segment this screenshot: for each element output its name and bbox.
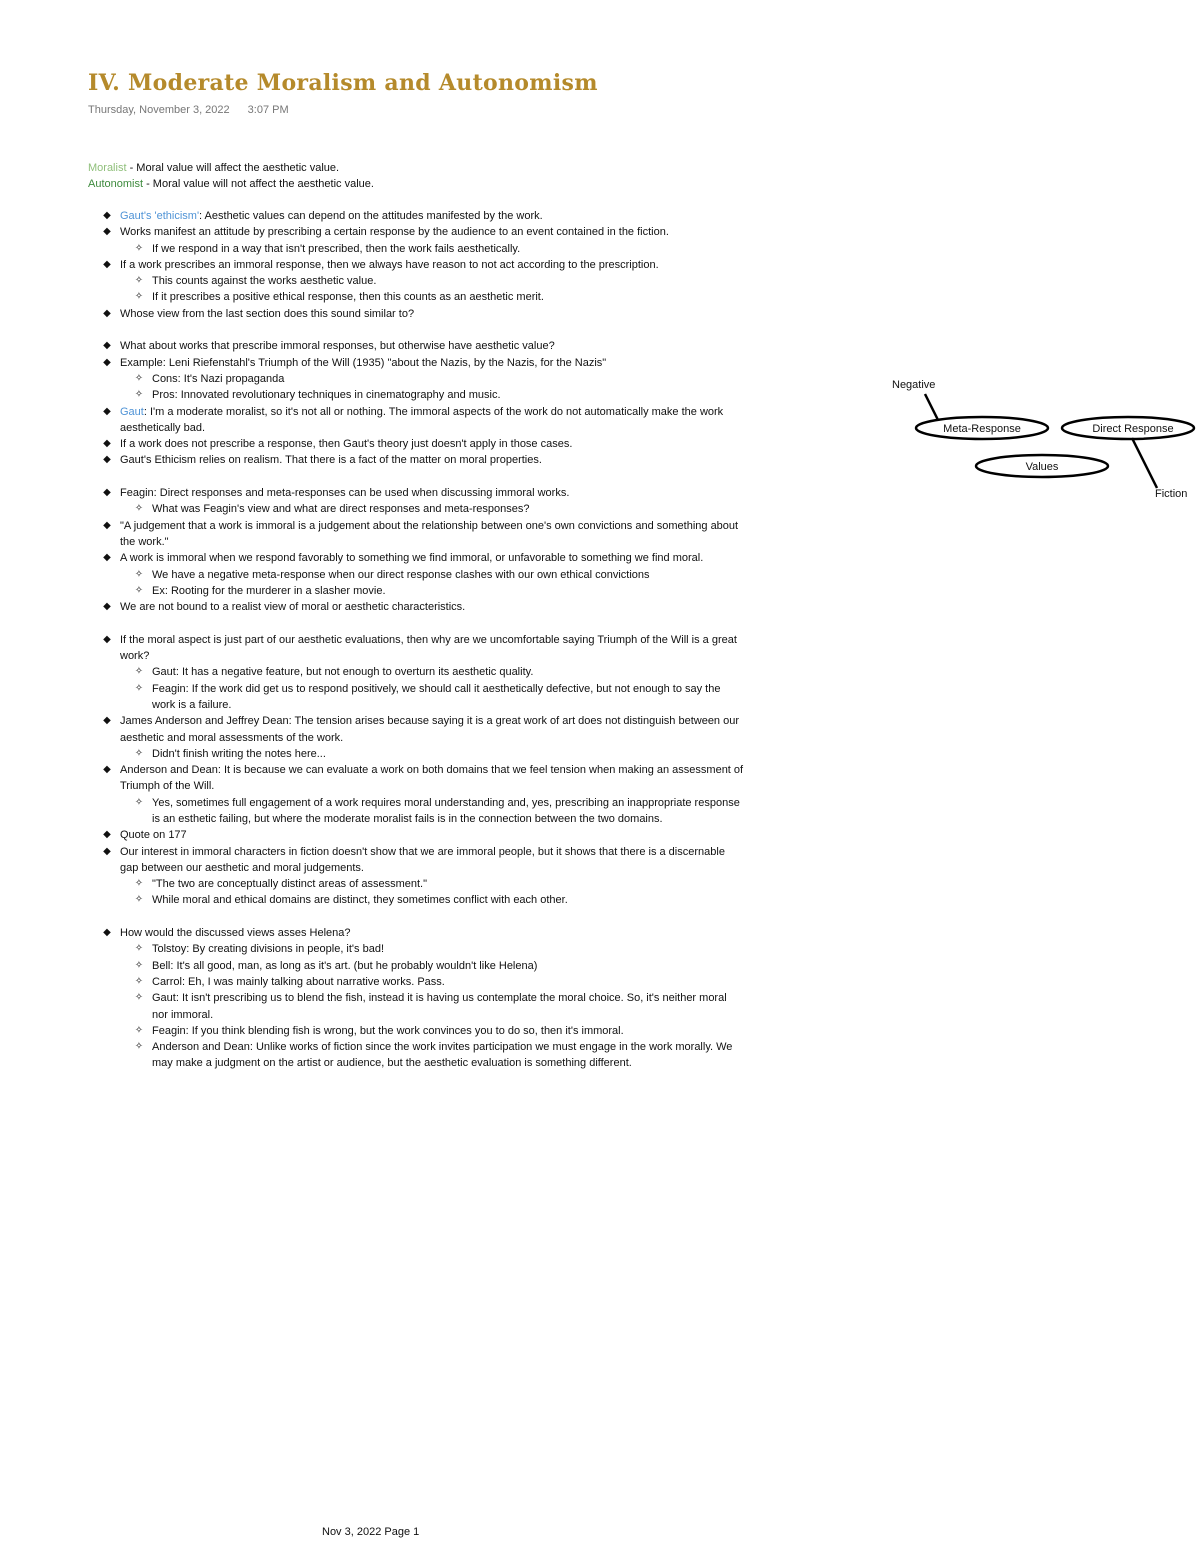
bullet-item	[100, 762, 745, 795]
diamond-bullet-icon: ◆	[103, 340, 111, 352]
note-text: Anderson and Dean: It is because we can evaluate a work on both domains that we feel tension when making an assessment of Triumph of the Will.	[120, 764, 744, 793]
spacer	[100, 322, 745, 338]
definition-autonomist	[88, 176, 374, 192]
highlighted-term: Gaut's 'ethicism'	[120, 210, 200, 222]
values-label: Values	[1025, 461, 1059, 473]
meta-response-label: Meta-Response	[943, 423, 1021, 435]
note-text: A work is immoral when we respond favorably to something we find immoral, or unfavorable to something we find moral.	[120, 552, 704, 565]
sub-bullet-item	[132, 1023, 745, 1039]
sub-bullet-item	[132, 501, 745, 517]
four-point-star-outline-icon: ✧	[134, 568, 144, 580]
bullet-item	[100, 632, 745, 665]
sub-bullet-item	[132, 681, 745, 714]
four-point-star-outline-icon: ✧	[134, 878, 144, 890]
definitions	[88, 160, 374, 192]
sub-bullet-item	[132, 958, 745, 974]
notes-list	[100, 208, 745, 1072]
sub-bullet-item	[132, 583, 745, 599]
diamond-bullet-icon: ◆	[103, 829, 111, 841]
definition-text: - Moral value will affect the aesthetic value.	[126, 162, 340, 174]
negative-connector	[925, 394, 938, 420]
diamond-bullet-icon: ◆	[103, 454, 111, 466]
fiction-label: Fiction	[1155, 488, 1188, 500]
note-text: If it prescribes a positive ethical response, then this counts as an aesthetic merit.	[152, 291, 544, 304]
four-point-star-outline-icon: ✧	[134, 372, 144, 384]
four-point-star-outline-icon: ✧	[134, 959, 144, 971]
page-title: IV. Moderate Moralism and Autonomism	[88, 70, 598, 96]
four-point-star-outline-icon: ✧	[134, 747, 144, 759]
bullet-item	[100, 208, 745, 224]
note-text: Ex: Rooting for the murderer in a slasher movie.	[152, 584, 386, 597]
note-text: Cons: It's Nazi propaganda	[152, 372, 285, 385]
diamond-bullet-icon: ◆	[103, 845, 111, 857]
four-point-star-outline-icon: ✧	[134, 666, 144, 678]
page-date	[88, 104, 289, 116]
note-text: Feagin: Direct responses and meta-responses can be used when discussing immoral works.	[120, 487, 570, 500]
sub-bullet-item	[132, 876, 745, 892]
diamond-bullet-icon: ◆	[103, 715, 111, 727]
sub-bullet-item	[132, 273, 745, 289]
sub-bullet-item	[132, 746, 745, 762]
note-text: If the moral aspect is just part of our aesthetic evaluations, then why are we uncomfortable saying Triumph of the Will is a great work?	[120, 633, 737, 663]
four-point-star-outline-icon: ✧	[134, 1041, 144, 1053]
four-point-star-outline-icon: ✧	[134, 389, 144, 401]
four-point-star-outline-icon: ✧	[134, 894, 144, 906]
note-text: If we respond in a way that isn't prescribed, then the work fails aesthetically.	[152, 242, 521, 255]
term-autonomist: Autonomist	[88, 178, 144, 190]
note-text: Yes, sometimes full engagement of a work requires moral understanding and, yes, prescribing an inappropriate response is an esthetic failing, but where the moderate moralist fails is in the connection between the two domains.	[152, 796, 740, 825]
highlighted-term: Gaut	[120, 405, 144, 418]
time-text: 3:07 PM	[247, 104, 289, 116]
four-point-star-outline-icon: ✧	[134, 975, 144, 987]
diamond-bullet-icon: ◆	[103, 927, 111, 939]
note-text: If a work does not prescribe a response, then Gaut's theory just doesn't apply in those cases.	[120, 438, 573, 451]
bullet-item	[100, 925, 745, 941]
note-text: James Anderson and Jeffrey Dean: The tension arises because saying it is a great work of art does not distinguish between our aesthetic and moral assessments of the work.	[120, 715, 740, 744]
note-text: Gaut: It isn't prescribing us to blend the fish, instead it is having us contemplate the moral choice. So, it's neither moral nor immoral.	[152, 992, 727, 1021]
diamond-bullet-icon: ◆	[103, 519, 111, 531]
note-text: Tolstoy: By creating divisions in people, it's bad!	[152, 943, 384, 956]
four-point-star-outline-icon: ✧	[134, 275, 144, 287]
diamond-bullet-icon: ◆	[103, 601, 111, 613]
four-point-star-outline-icon: ✧	[134, 796, 144, 808]
note-text: "A judgement that a work is immoral is a judgement about the relationship between one's own convictions and something about the work."	[120, 519, 739, 548]
bullet-item	[100, 713, 745, 746]
note-text: If a work prescribes an immoral response, then we always have reason to not act according to the prescription.	[120, 258, 659, 271]
sub-bullet-item	[132, 241, 745, 257]
diamond-bullet-icon: ◆	[103, 210, 111, 221]
diamond-bullet-icon: ◆	[103, 226, 111, 238]
sub-bullet-item	[132, 664, 745, 680]
bullet-item	[100, 257, 745, 273]
diamond-bullet-icon: ◆	[103, 405, 111, 417]
note-text: How would the discussed views asses Helena?	[120, 927, 351, 940]
direct-response-label: Direct Response	[1092, 423, 1174, 435]
note-text: Bell: It's all good, man, as long as it's art. (but he probably wouldn't like Helena)	[152, 959, 538, 972]
note-text: : Aesthetic values can depend on the attitudes manifested by the work.	[199, 210, 543, 222]
note-text: What about works that prescribe immoral responses, but otherwise have aesthetic value?	[120, 340, 555, 353]
note-text: We have a negative meta-response when our direct response clashes with our own ethical convictions	[152, 568, 650, 581]
spacer	[100, 469, 745, 485]
note-text: "The two are conceptually distinct areas of assessment."	[152, 878, 427, 891]
bullet-item	[100, 404, 745, 437]
sub-bullet-item	[132, 289, 745, 305]
note-text: : I'm a moderate moralist, so it's not all or nothing. The immoral aspects of the work do not automatically make the work aesthetically bad.	[120, 405, 724, 434]
sub-bullet-item	[132, 974, 745, 990]
note-text: Didn't finish writing the notes here...	[152, 747, 326, 760]
diamond-bullet-icon: ◆	[103, 487, 111, 499]
note-text: Gaut's Ethicism relies on realism. That there is a fact of the matter on moral properties.	[120, 454, 542, 467]
fiction-connector	[1132, 438, 1157, 488]
values-oval	[976, 455, 1108, 477]
bullet-item	[100, 550, 745, 566]
diamond-bullet-icon: ◆	[103, 552, 111, 564]
four-point-star-outline-icon: ✧	[134, 242, 144, 254]
note-text: Anderson and Dean: Unlike works of fiction since the work invites participation we must engage in the work morally. We may make a judgment on the artist or audience, but the aesthetic evaluation is something different.	[152, 1041, 733, 1070]
sub-bullet-item	[132, 567, 745, 583]
four-point-star-outline-icon: ✧	[134, 291, 144, 303]
diamond-bullet-icon: ◆	[103, 258, 111, 270]
bullet-item	[100, 306, 745, 322]
diamond-bullet-icon: ◆	[103, 633, 111, 645]
bullet-item	[100, 599, 745, 615]
note-text: Gaut: It has a negative feature, but not enough to overturn its aesthetic quality.	[152, 666, 534, 679]
spacer	[100, 615, 745, 631]
note-text: Feagin: If the work did get us to respond positively, we should call it aesthetically defective, but not enough to say the work is a failure.	[152, 682, 721, 711]
note-text: Whose view from the last section does this sound similar to?	[120, 307, 415, 320]
sub-bullet-item	[132, 387, 745, 403]
four-point-star-outline-icon: ✧	[134, 503, 144, 515]
term-moralist: Moralist	[88, 162, 127, 174]
note-text: Feagin: If you think blending fish is wrong, but the work convinces you to do so, then it's immoral.	[152, 1024, 624, 1037]
sub-bullet-item	[132, 795, 745, 828]
bullet-item	[100, 827, 745, 843]
note-text: Example: Leni Riefenstahl's Triumph of the Will (1935) "about the Nazis, by the Nazis, for the Nazis"	[120, 356, 607, 369]
note-text: While moral and ethical domains are distinct, they sometimes conflict with each other.	[152, 894, 568, 907]
diamond-bullet-icon: ◆	[103, 307, 111, 319]
direct-response-oval	[1062, 417, 1194, 439]
sub-bullet-item	[132, 892, 745, 908]
diamond-bullet-icon: ◆	[103, 764, 111, 776]
sub-bullet-item	[132, 941, 745, 957]
diamond-bullet-icon: ◆	[103, 438, 111, 450]
meta-response-oval	[916, 417, 1048, 439]
definition-text: - Moral value will not affect the aesthetic value.	[143, 178, 374, 190]
note-text: This counts against the works aesthetic value.	[152, 275, 377, 288]
sub-bullet-item	[132, 1039, 745, 1072]
note-text: Carrol: Eh, I was mainly talking about narrative works. Pass.	[152, 975, 445, 988]
date-text: Thursday, November 3, 2022	[88, 104, 230, 116]
note-text: Works manifest an attitude by prescribing a certain response by the audience to an event contained in the fiction.	[120, 226, 669, 239]
negative-label: Negative	[892, 379, 936, 391]
note-text: Our interest in immoral characters in fiction doesn't show that we are immoral people, but it shows that there is a discernable gap between our aesthetic and moral judgements.	[120, 845, 725, 874]
bullet-item	[100, 518, 745, 551]
bullet-item	[100, 452, 745, 468]
note-text: What was Feagin's view and what are direct responses and meta-responses?	[152, 503, 530, 516]
page-footer: Nov 3, 2022 Page 1	[322, 1526, 420, 1538]
four-point-star-outline-icon: ✧	[134, 682, 144, 694]
note-text: Quote on 177	[120, 829, 187, 842]
note-text: We are not bound to a realist view of moral or aesthetic characteristics.	[120, 601, 466, 614]
spacer	[100, 909, 745, 925]
sub-bullet-item	[132, 371, 745, 387]
bullet-item	[100, 844, 745, 877]
bullet-item	[100, 485, 745, 501]
sub-bullet-item	[132, 990, 745, 1023]
four-point-star-outline-icon: ✧	[134, 1024, 144, 1036]
four-point-star-outline-icon: ✧	[134, 992, 144, 1004]
bullet-item	[100, 338, 745, 354]
definition-moralist	[88, 160, 374, 176]
bullet-item	[100, 436, 745, 452]
bullet-item	[100, 355, 745, 371]
bullet-item	[100, 224, 745, 240]
note-text: Pros: Innovated revolutionary techniques in cinematography and music.	[152, 389, 501, 402]
four-point-star-outline-icon: ✧	[134, 943, 144, 955]
diamond-bullet-icon: ◆	[103, 356, 111, 368]
four-point-star-outline-icon: ✧	[134, 584, 144, 596]
